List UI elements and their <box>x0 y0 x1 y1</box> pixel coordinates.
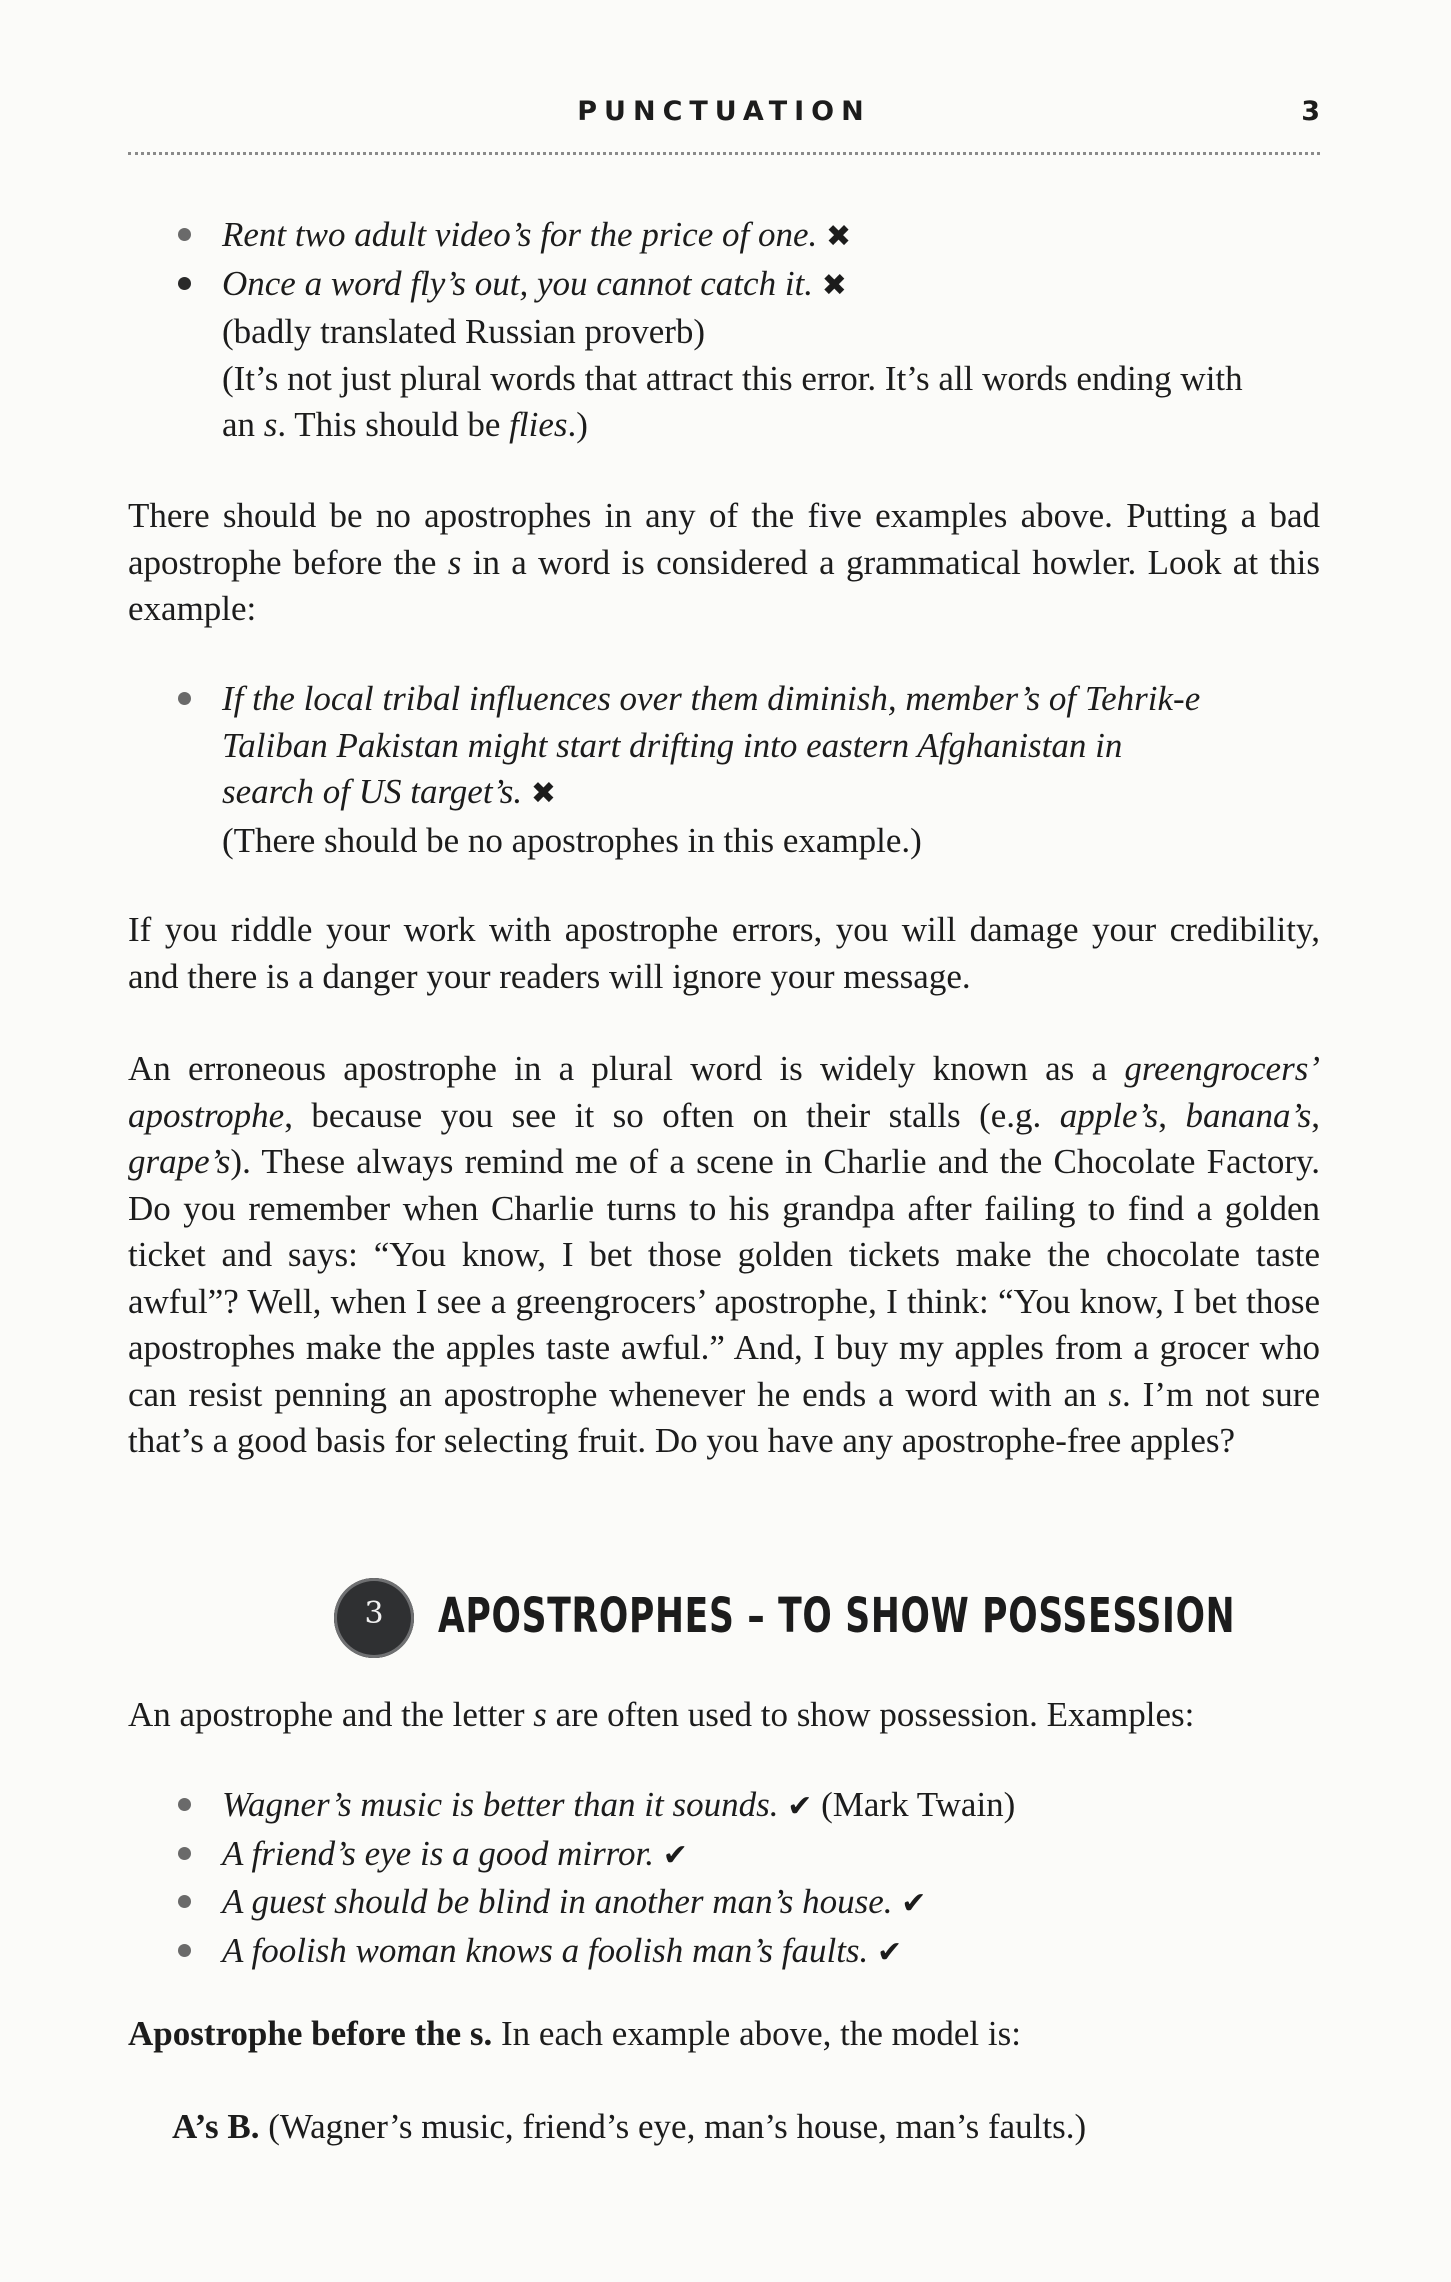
check-icon: ✔ <box>901 1886 927 1921</box>
note-text: (It’s not just plural words that attract this error. It’s all words ending with an <box>222 358 1243 444</box>
paragraph: If you riddle your work with apostrophe errors, you will damage your credibility, and there is a danger your readers will ignore your message. <box>128 910 1320 996</box>
page-number: 3 <box>1301 96 1320 127</box>
example-explanation <box>222 356 1282 449</box>
list-item <box>222 1782 1282 1831</box>
good-examples-list <box>222 1782 1282 1976</box>
check-icon: ✔ <box>877 1934 903 1970</box>
section-heading <box>334 1578 1234 1662</box>
bullet-icon <box>178 1798 191 1811</box>
list-item <box>222 1831 1282 1880</box>
bullet-icon <box>178 277 191 290</box>
paragraph: Apostrophe before the s. In each example above, the model is: <box>128 2014 1021 2053</box>
chapter-title: PUNCTUATION <box>577 96 871 127</box>
list-item <box>222 1928 1282 1977</box>
header-divider <box>128 152 1320 155</box>
list-item <box>222 1879 1282 1928</box>
section-title: APOSTROPHES – TO SHOW POSSESSION <box>438 1588 1236 1644</box>
list-item <box>222 261 1282 449</box>
note-text: . This should be <box>277 405 510 444</box>
example-note: (badly translated Russian proverb) <box>222 312 706 351</box>
example-text: If the local tribal influences over them diminish, member’s of Tehrik-e Taliban Pakistan might start drifting into eastern Afghanistan in search of US target’s. <box>222 679 1201 811</box>
example-text: A guest should be blind in another man’s house. <box>222 1882 893 1921</box>
check-icon: ✔ <box>787 1789 813 1824</box>
check-icon: ✔ <box>662 1837 688 1873</box>
paragraph: A’s B. (Wagner’s music, friend’s eye, man’s house, man’s faults.) <box>172 2107 1087 2146</box>
example-text: A friend’s eye is a good mirror. <box>222 1833 654 1873</box>
paragraph: There should be no apostrophes in any of the five examples above. Putting a bad apostrophe before the s in a word is considered a grammatical howler. Look at this example: <box>128 496 1320 628</box>
bullet-icon <box>178 1895 191 1908</box>
example-text: Once a word fly’s out, you cannot catch it. <box>222 263 814 303</box>
bullet-icon <box>178 692 191 705</box>
paragraph: An apostrophe and the letter s are often used to show possession. Examples: <box>128 1695 1195 1734</box>
cross-icon: ✖ <box>826 219 852 254</box>
note-word: flies <box>509 405 568 444</box>
list-item <box>222 212 1282 261</box>
running-header <box>128 90 1320 140</box>
bullet-icon <box>178 1847 191 1860</box>
attribution: (Mark Twain) <box>812 1785 1016 1824</box>
note-text: .) <box>567 405 588 444</box>
cross-icon: ✖ <box>530 776 556 811</box>
bullet-icon <box>178 1944 191 1957</box>
list-item <box>222 676 1222 864</box>
example-text: A foolish woman knows a foolish man’s faults. <box>222 1930 869 1970</box>
bad-example-list <box>222 676 1222 864</box>
example-text: Rent two adult video’s for the price of one. <box>222 215 818 254</box>
bad-examples-list <box>222 212 1282 449</box>
example-note: (There should be no apostrophes in this example.) <box>222 820 922 860</box>
cross-icon: ✖ <box>821 267 847 303</box>
section-number-badge: 3 <box>334 1578 414 1658</box>
note-letter: s <box>263 405 278 444</box>
example-text: Wagner’s music is better than it sounds. <box>222 1785 779 1824</box>
bullet-icon <box>178 228 191 241</box>
paragraph: An erroneous apostrophe in a plural word is widely known as a greengrocers’ apostrophe, because you see it so often on their stalls (e.g. apple’s, banana’s, grape’s). These always remind me of a scene in Charlie and the Chocolate Factory. Do you remember when Charlie turns to his grandpa after failing to find a golden ticket and says: “You know, I bet those golden tickets make the chocolate taste awful”? Well, when I see a greengrocers’ apostrophe, I think: “You know, I bet those apostrophes make the apples taste awful.” And, I buy my apples from a grocer who can resist penning an apostrophe whenever he ends a word with an s. I’m not sure that’s a good basis for selecting fruit. Do you have any apostrophe-free apples? <box>128 1049 1320 1460</box>
